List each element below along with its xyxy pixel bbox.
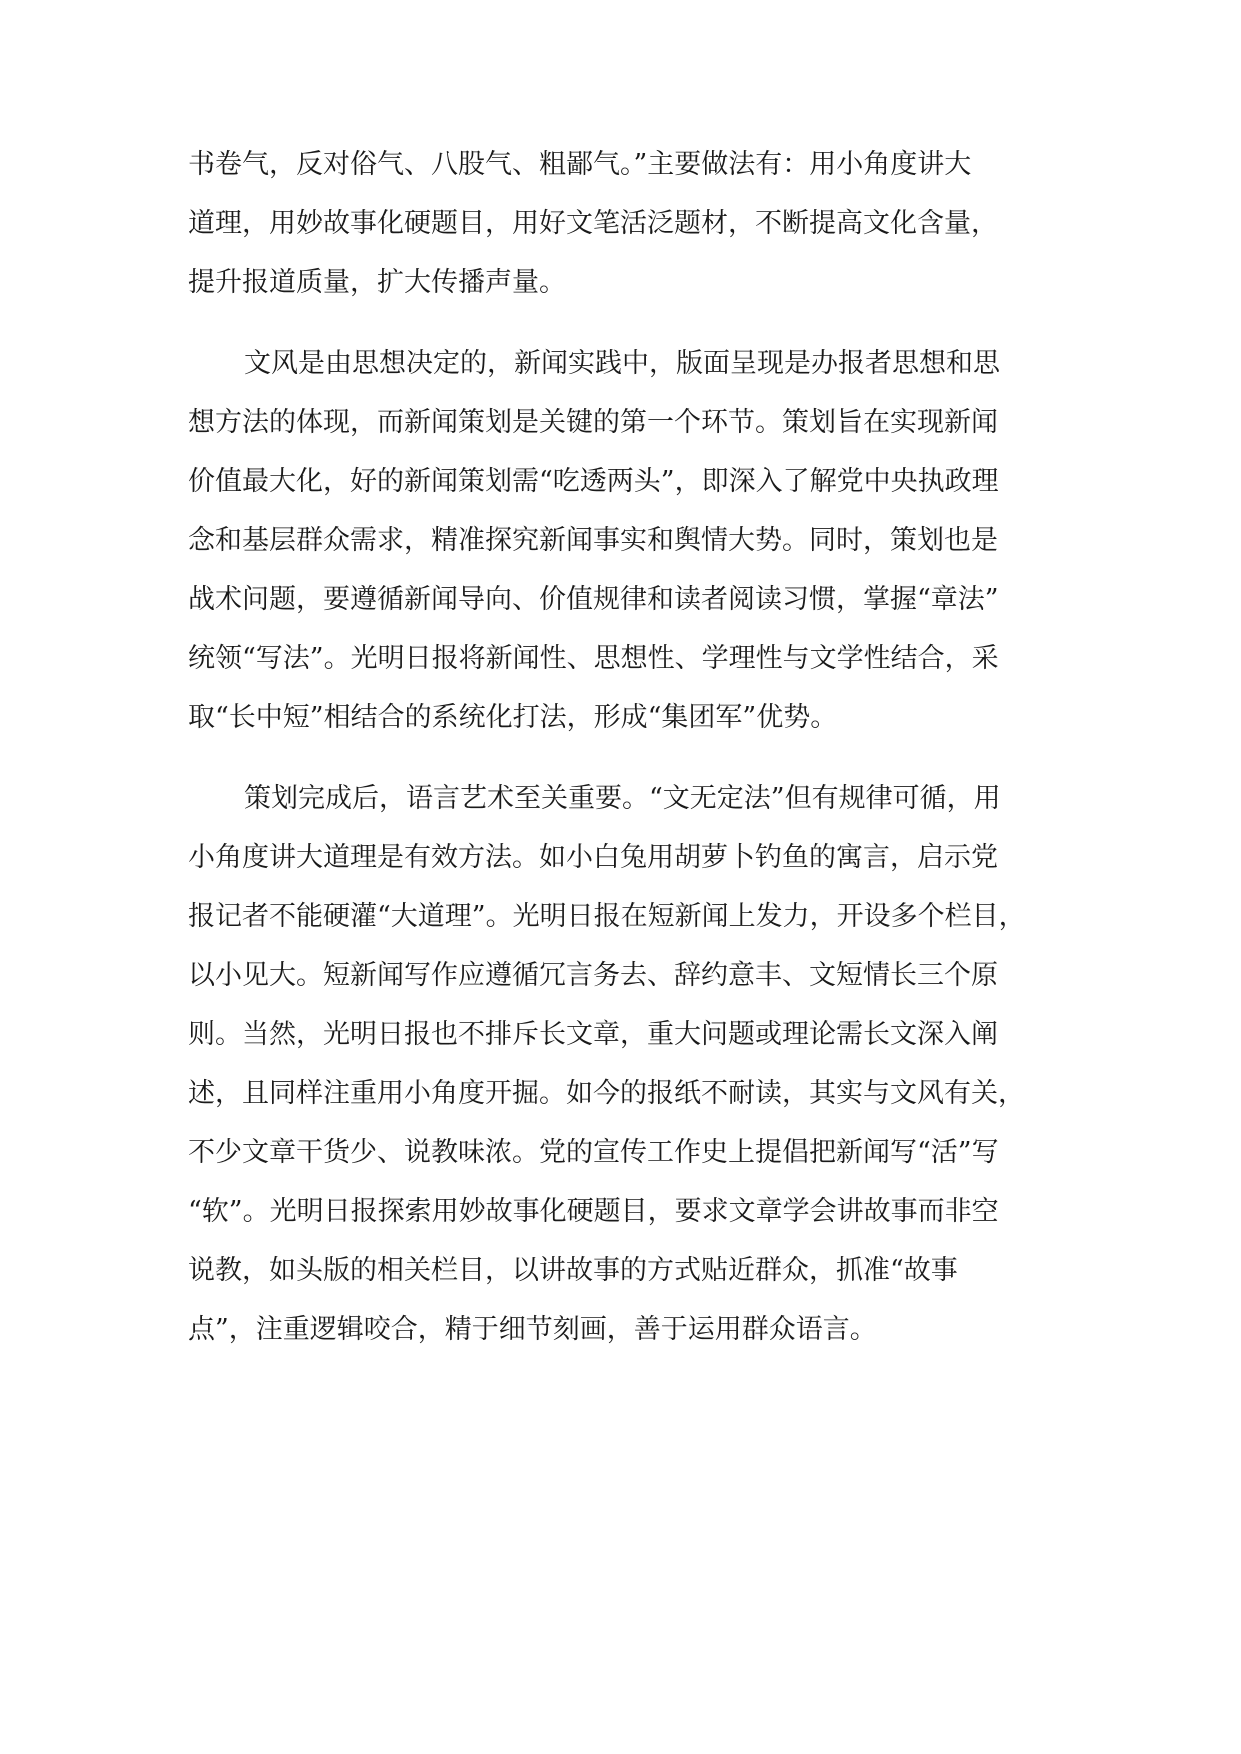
text-line: 则。当然，光明日报也不排斥长文章，重大问题或理论需长文深入阐 [188, 1019, 998, 1050]
text-line: 取“长中短”相结合的系统化打法，形成“集团军”优势。 [188, 702, 838, 733]
text-line: 念和基层群众需求，精准探究新闻事实和舆情大势。同时，策划也是 [188, 525, 998, 556]
text-line: 述，且同样注重用小角度开掘。如今的报纸不耐读，其实与文风有关， [188, 1078, 1025, 1109]
text-line: 说教，如头版的相关栏目，以讲故事的方式贴近群众，抓准“故事 [188, 1255, 958, 1286]
text-line: 策划完成后，语言艺术至关重要。“文无定法”但有规律可循，用 [244, 783, 1001, 814]
text-line: “软”。光明日报探索用妙故事化硬题目，要求文章学会讲故事而非空 [188, 1196, 999, 1227]
text-line: 不少文章干货少、说教味浓。党的宣传工作史上提倡把新闻写“活”写 [188, 1137, 999, 1168]
text-line: 统领“写法”。光明日报将新闻性、思想性、学理性与文学性结合，采 [188, 643, 999, 674]
text-line: 文风是由思想决定的，新闻实践中，版面呈现是办报者思想和思 [244, 348, 1000, 379]
text-line: 小角度讲大道理是有效方法。如小白兔用胡萝卜钓鱼的寓言，启示党 [188, 842, 998, 873]
text-line: 价值最大化，好的新闻策划需“吃透两头”，即深入了解党中央执政理 [188, 466, 999, 497]
text-line: 战术问题，要遵循新闻导向、价值规律和读者阅读习惯，掌握“章法” [188, 584, 999, 615]
text-line: 以小见大。短新闻写作应遵循冗言务去、辞约意丰、文短情长三个原 [188, 960, 998, 991]
text-line: 道理，用妙故事化硬题目，用好文笔活泛题材，不断提高文化含量， [188, 208, 998, 239]
text-line: 书卷气，反对俗气、八股气、粗鄙气。”主要做法有：用小角度讲大 [188, 149, 972, 180]
text-line: 提升报道质量，扩大传播声量。 [188, 267, 566, 298]
text-line: 想方法的体现，而新闻策划是关键的第一个环节。策划旨在实现新闻 [188, 407, 998, 438]
text-line: 报记者不能硬灌“大道理”。光明日报在短新闻上发力，开设多个栏目， [188, 901, 1026, 932]
text-line: 点”，注重逻辑咬合，精于细节刻画，善于运用群众语言。 [188, 1314, 877, 1345]
